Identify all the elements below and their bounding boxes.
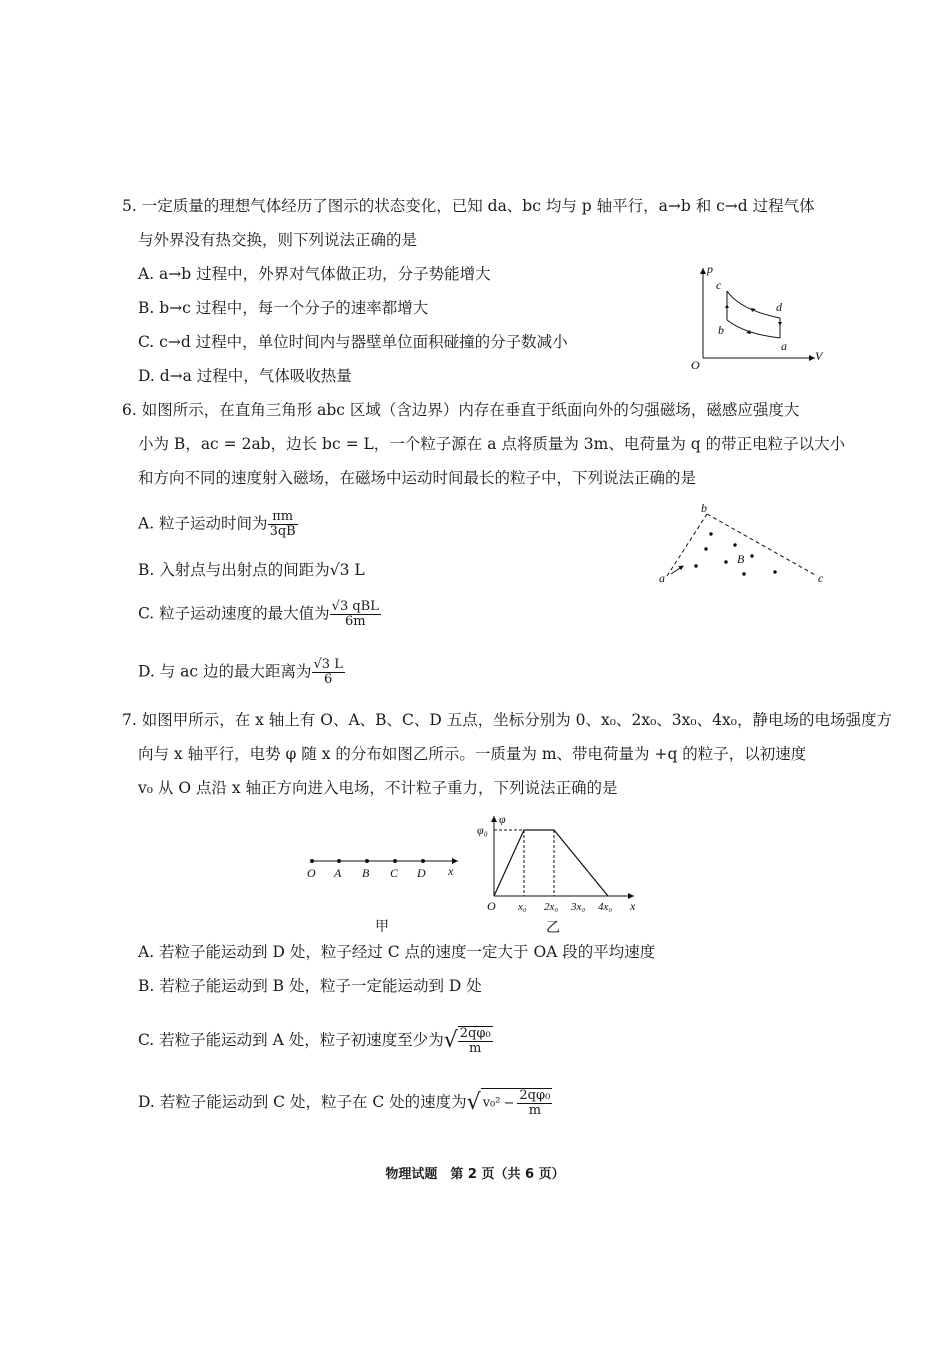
point-o-label: O: [307, 866, 316, 880]
q5-stem-line2: 与外界没有热交换，则下列说法正确的是: [138, 231, 418, 249]
q6-c-den: 6m: [344, 614, 366, 629]
vertex-b: b: [701, 501, 707, 515]
q7-stem-line3: v₀ 从 O 点沿 x 轴正方向进入电场，不计粒子重力，下列说法正确的是: [138, 779, 618, 797]
q7-option-d: [138, 1088, 552, 1118]
x-label-yi: x: [630, 899, 636, 913]
q6-b-value: √3 L: [329, 561, 365, 579]
q7-option-a: A. 若粒子能运动到 D 处，粒子经过 C 点的速度一定大于 OA 段的平均速度: [138, 943, 656, 961]
vertex-a: a: [659, 571, 665, 585]
v-axis-label: V: [815, 349, 823, 363]
q6-a-num: πm: [268, 510, 298, 525]
curve-a-b: [727, 320, 780, 338]
point-c-label: C: [390, 866, 399, 880]
point-d: d: [776, 300, 782, 314]
edge-bc: [707, 514, 817, 576]
q5-option-b: B. b→c 过程中，每一个分子的速率都增大: [138, 299, 429, 317]
point-a-label: A: [334, 866, 342, 880]
q7-d-den: m: [528, 1103, 542, 1118]
point-b: b: [718, 323, 724, 337]
q7-d-v0sq: v₀²: [482, 1095, 501, 1111]
tick-3x0: 3x₀: [571, 901, 586, 913]
point-d-label: D: [417, 866, 426, 880]
q6-d-den: 6: [324, 672, 333, 687]
q6-a-den: 3qB: [269, 524, 296, 539]
q6-c-text: C. 粒子运动速度的最大值为: [138, 604, 330, 623]
q5-option-a: A. a→b 过程中，外界对气体做正功，分子势能增大: [138, 265, 491, 283]
q7-d-radicand: [481, 1088, 553, 1118]
field-dots: [694, 532, 776, 575]
page-footer: 物理试题 第 2 页（共 6 页）: [385, 1167, 565, 1182]
q7-d-minus: −: [503, 1095, 515, 1111]
q7-c-text: C. 若粒子能运动到 A 处，粒子初速度至少为: [138, 1031, 444, 1049]
q6-option-c: [138, 600, 381, 629]
tick-2x0: 2x₀: [544, 901, 559, 913]
q7-fig-jia: [300, 845, 470, 940]
field-label-b: B: [737, 552, 745, 566]
q5-option-c: C. c→d 过程中，单位时间内与器壁单位面积碰撞的分子数减小: [138, 333, 568, 351]
q6-option-b: [138, 560, 365, 580]
sqrt-sign-d: √: [466, 1090, 481, 1115]
q7-c-num: 2qφ₀: [459, 1026, 491, 1041]
caption-yi: 乙: [546, 921, 560, 936]
q7-d-fraction: [517, 1089, 552, 1118]
q6-option-d: [138, 658, 345, 687]
arrow-bc: [725, 304, 729, 308]
edge-ab: [667, 514, 707, 576]
q5-option-d: D. d→a 过程中，气体吸收热量: [138, 367, 352, 385]
q6-b-text: B. 入射点与出射点的间距为: [138, 561, 330, 579]
q7-d-num: 2qφ₀: [519, 1088, 551, 1103]
point-b-label: B: [362, 866, 370, 880]
q7-fig-yi: [472, 808, 647, 943]
origin-label: O: [691, 358, 700, 372]
arrow-da: [778, 322, 782, 326]
q6-stem-line3: 和方向不同的速度射入磁场，在磁场中运动时间最长的粒子中，下列说法正确的是: [138, 469, 697, 487]
q7-stem-line2: 向与 x 轴平行，电势 φ 随 x 的分布如图乙所示。一质量为 m、带电荷量为 +q 的粒子，以初速度: [138, 745, 807, 763]
q5-stem-line1: 5. 一定质量的理想气体经历了图示的状态变化，已知 da、bc 均与 p 轴平行，a→b 和 c→d 过程气体: [122, 197, 815, 215]
curve-c-d: [727, 291, 780, 318]
q7-d-text: D. 若粒子能运动到 C 处，粒子在 C 处的速度为: [138, 1093, 467, 1111]
q6-c-num: √3 qBL: [331, 599, 379, 614]
tick-x0: x₀: [518, 901, 527, 913]
q7-c-den: m: [469, 1041, 482, 1056]
potential-curve: [494, 830, 608, 896]
q5-pv-graph: [685, 258, 835, 373]
caption-jia: 甲: [375, 920, 389, 935]
q6-d-num: √3 L: [313, 657, 343, 672]
q6-option-a: [138, 510, 298, 539]
vertex-c: c: [818, 571, 824, 585]
q6-d-fraction: [312, 658, 345, 687]
q7-option-b: B. 若粒子能运动到 B 处，粒子一定能运动到 D 处: [138, 977, 482, 995]
q6-stem-line2: 小为 B，ac = 2ab，边长 bc = L，一个粒子源在 a 点将质量为 3m、电荷量为 q 的带正电粒子以大小: [138, 435, 846, 453]
sqrt-sign-c: √: [443, 1028, 458, 1053]
q6-a-fraction: [268, 510, 298, 539]
q7-c-fraction: [458, 1026, 493, 1056]
q7-stem-line1: 7. 如图甲所示，在 x 轴上有 O、A、B、C、D 五点，坐标分别为 0、x₀、2x₀、3x₀、4x₀，静电场的电场强度方: [122, 711, 892, 729]
q6-triangle-figure: [655, 500, 830, 590]
phi-axis-label: φ: [499, 812, 506, 826]
q6-a-text: A. 粒子运动时间为: [138, 514, 268, 533]
phi0-label: φ₀: [477, 823, 488, 837]
point-a: a: [781, 339, 787, 353]
q6-stem-line1: 6. 如图所示，在直角三角形 abc 区域（含边界）内存在垂直于纸面向外的匀强磁场，磁感应强度大: [122, 401, 800, 419]
tick-4x0: 4x₀: [598, 901, 613, 913]
p-axis-label: p: [707, 262, 713, 276]
x-label-jia: x: [448, 864, 454, 878]
q6-d-text: D. 与 ac 边的最大距离为: [138, 662, 312, 681]
q7-option-c: [138, 1026, 493, 1056]
origin-yi: O: [487, 899, 496, 913]
point-c: c: [716, 278, 722, 292]
q6-c-fraction: [330, 600, 381, 629]
